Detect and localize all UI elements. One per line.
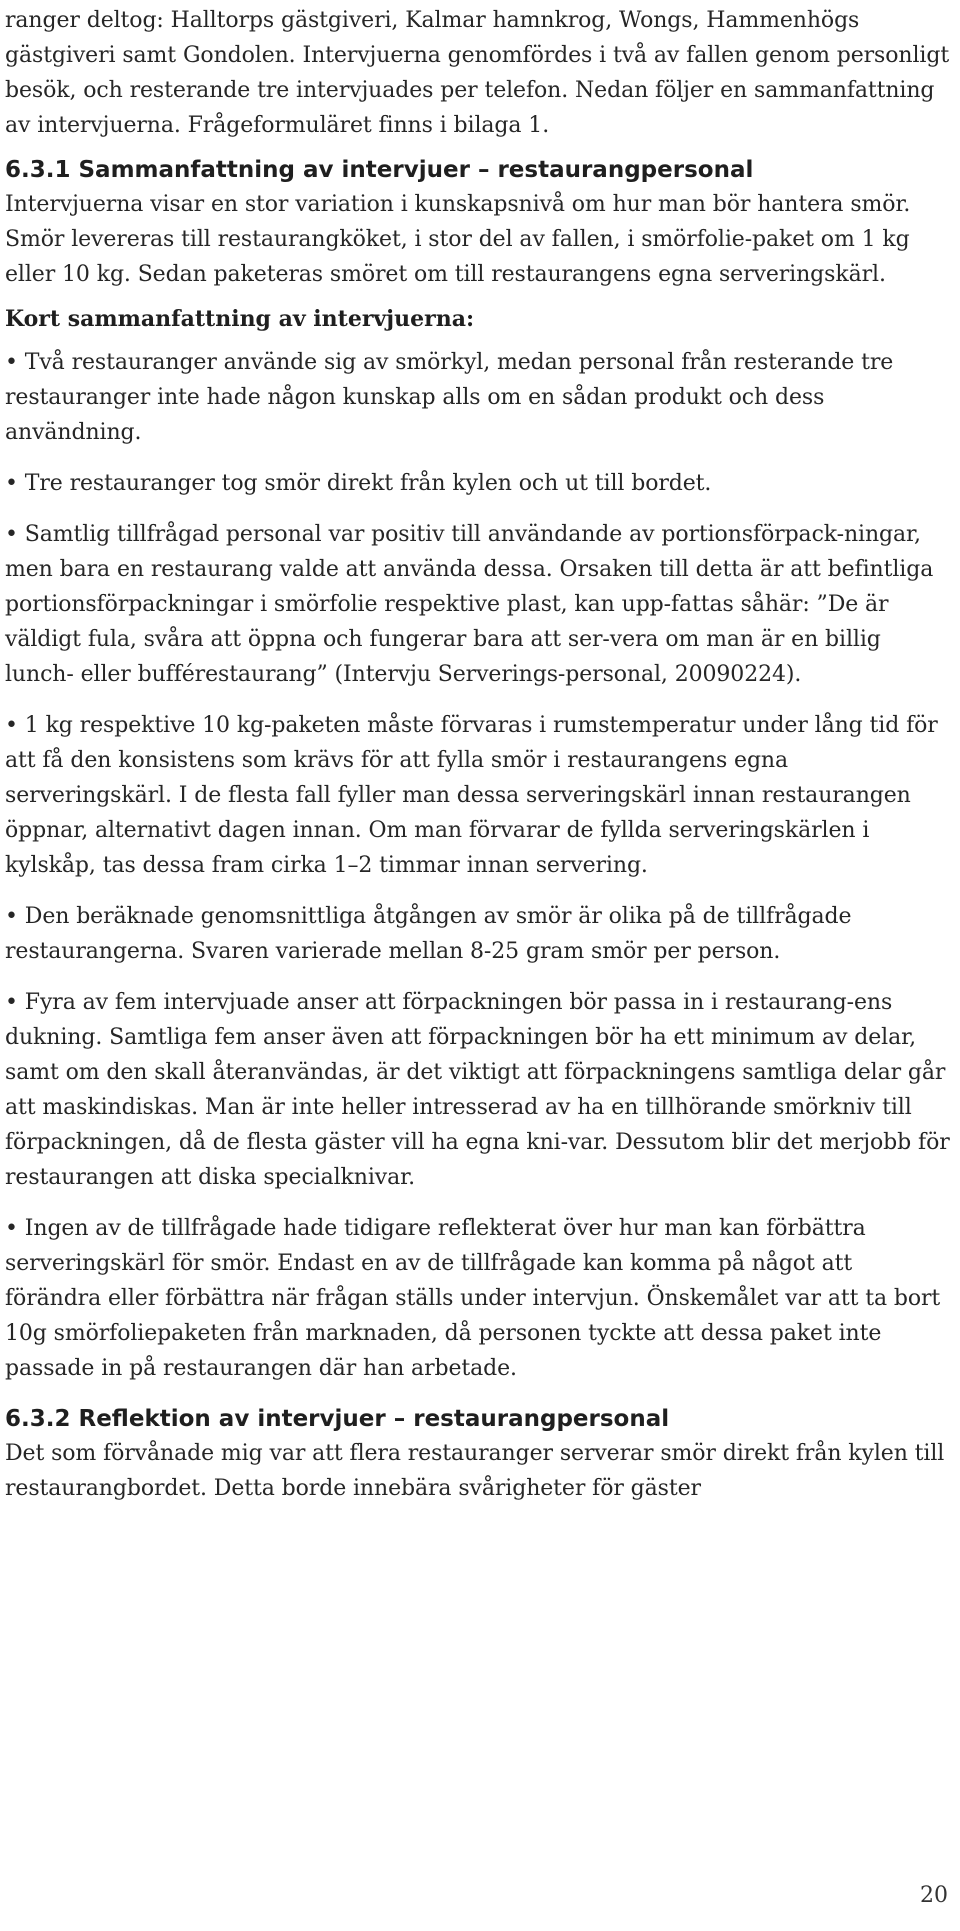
bullet-text: • 1 kg respektive 10 kg-paketen måste förvaras i rumstemperatur under lång tid för att få den konsistens som krävs för att fylla smör i restaurangens egna serveringskärl. I de flesta fall fyller man dessa serveringskärl innan restaurangen öppnar, alternativt dagen innan. Om man förvarar de fyllda serveringskärlen i kylskåp, tas dessa fram cirka 1–2 timmar innan servering. xyxy=(5,708,950,883)
intro-paragraph: ranger deltog: Halltorps gästgiveri, Kalmar hamnkrog, Wongs, Hammenhögs gästgiveri samt Gondolen. Intervjuerna genomfördes i två av fallen genom personligt besök, och resterande tre intervjuades per telefon. Nedan följer en sammanfattning av intervjuerna. Frågeformuläret finns i bilaga 1. xyxy=(5,8,950,138)
summary-heading: Kort sammanfattning av intervjuerna: xyxy=(5,306,475,332)
bullet-item xyxy=(5,517,950,692)
bullet-text: • Två restauranger använde sig av smörkyl, medan personal från resterande tre restauranger inte hade någon kunskap alls om en sådan produkt och dess användning. xyxy=(5,345,950,450)
section-heading-6-3-2: 6.3.2 Reflektion av intervjuer – restaurangpersonal xyxy=(5,1406,670,1432)
bullet-text: • Fyra av fem intervjuade anser att förpackningen bör passa in i restaurang-ens dukning. Samtliga fem anser även att förpackningen bör ha ett minimum av delar, samt om den skall återanvändas, är det viktigt att förpackningens samtliga delar går att maskindiskas. Man är inte heller intresserad av ha en tillhörande smörkniv till förpackningen, då de flesta gäster vill ha egna kni-var. Dessutom blir det merjobb för restaurangen att diska specialknivar. xyxy=(5,985,950,1195)
bullet-item xyxy=(5,1211,950,1386)
section-6-3-1-paragraph: Intervjuerna visar en stor variation i kunskapsnivå om hur man bör hantera smör. Smör levereras till restaurangköket, i stor del av fallen, i smörfolie-paket om 1 kg eller 10 kg. Sedan paketeras smöret om till restaurangens egna serveringskärl. xyxy=(5,192,911,287)
document-page xyxy=(5,0,950,1506)
bullet-text: • Den beräknade genomsnittliga åtgången av smör är olika på de tillfrågade restaurangerna. Svaren varierade mellan 8-25 gram smör per person. xyxy=(5,899,950,969)
summary-bullet-list xyxy=(5,345,950,1386)
bullet-text: • Ingen av de tillfrågade hade tidigare reflekterat över hur man kan förbättra serveringskärl för smör. Endast en av de tillfrågade kan komma på något att förändra eller förbättra när frågan ställs under intervjun. Önskemålet var att ta bort 10g smörfoliepaketen från marknaden, då personen tyckte att dessa paket inte passade in på restaurangen där han arbetade. xyxy=(5,1211,950,1386)
bullet-item xyxy=(5,466,950,501)
bullet-text: • Samtlig tillfrågad personal var positiv till användande av portionsförpack-ningar, men bara en restaurang valde att använda dessa. Orsaken till detta är att befintliga portionsförpackningar i smörfolie respektive plast, kan upp-fattas såhär: ”De är väldigt fula, svåra att öppna och fungerar bara att ser-vera om man är en billig lunch- eller bufférestaurang” (Intervju Serverings-personal, 20090224). xyxy=(5,517,950,692)
section-6-3-2-paragraph: Det som förvånade mig var att flera restauranger serverar smör direkt från kylen till restaurangbordet. Detta borde innebära svårigheter för gäster xyxy=(5,1441,945,1501)
bullet-item xyxy=(5,345,950,450)
bullet-item xyxy=(5,985,950,1195)
page-number: 20 xyxy=(920,1883,948,1908)
bullet-item xyxy=(5,899,950,969)
section-heading-6-3-1: 6.3.1 Sammanfattning av intervjuer – restaurangpersonal xyxy=(5,157,754,183)
bullet-text: • Tre restauranger tog smör direkt från kylen och ut till bordet. xyxy=(5,466,950,501)
bullet-item xyxy=(5,708,950,883)
